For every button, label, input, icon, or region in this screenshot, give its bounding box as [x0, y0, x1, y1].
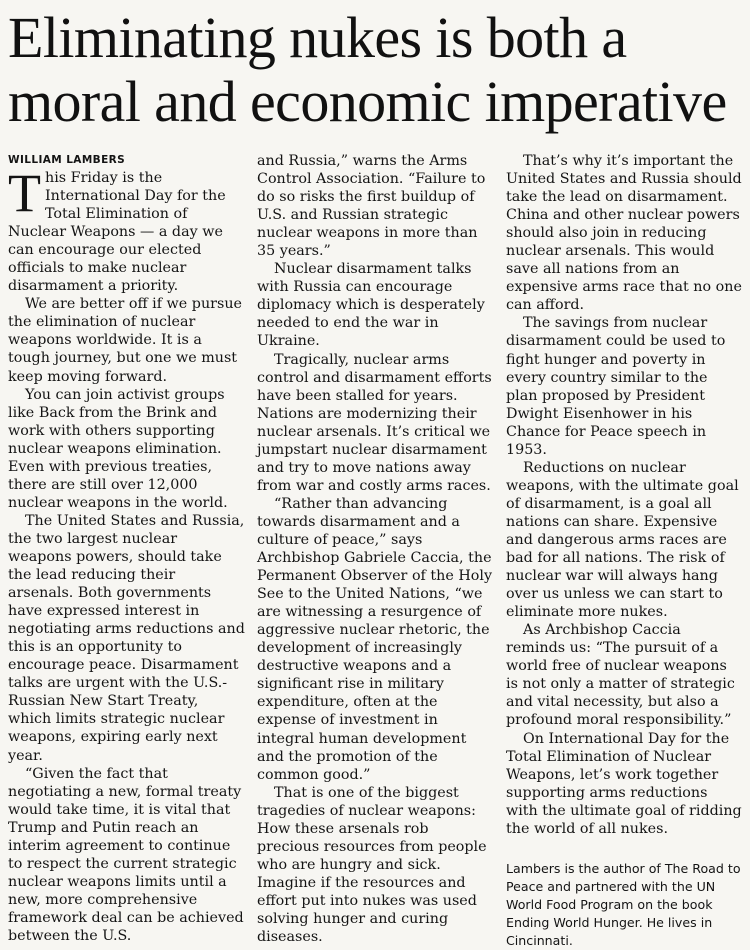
paragraph: Reductions on nuclear weapons, with the ultimate goal of disarmament, is a goal all nations can share. Expensive and dangerous arms races are bad for all nations. The risk of nuclear war will always hang over us unless we can start to eliminate more nukes. — [506, 459, 739, 621]
paragraph: You can join activist groups like Back from the Brink and work with others supporting nuclear weapons elimination. Even with previous treaties, there are still over 12,000 nuclear weapons in the world. — [8, 386, 228, 511]
paragraph: The United States and Russia, the two largest nuclear weapons powers, should take the lead reducing their arsenals. Both governments have expressed interest in negotiating arms reductions and this is an opportunity to encourage peace. Disarmament talks are urgent with the U.S.-Russian New Start Treaty, which limits strategic nuclear weapons, expiring early next year. — [8, 512, 245, 764]
paragraph: Tragically, nuclear arms control and disarmament efforts have been stalled for years. Nations are modernizing their nuclear arsenals. It’s critical we jumpstart nuclear disarmament and try to move nations away from war and costly arms races. — [257, 351, 492, 494]
column-3 — [506, 152, 742, 950]
column-2 — [257, 152, 495, 946]
drop-cap: T — [8, 163, 41, 223]
paragraph: That is one of the biggest tragedies of nuclear weapons: How these arsenals rob precious resources from people who are hungry and sick. Imagine if the resources and effort put into nukes was used solving hunger and curing diseases. — [257, 784, 487, 946]
paragraph: The savings from nuclear disarmament could be used to fight hunger and poverty in every country similar to the plan proposed by President Dwight Eisenhower in his Chance for Peace speech in 1953. — [506, 315, 726, 458]
lead-paragraph — [8, 163, 245, 295]
author-bio: Lambers is the author of The Road to Peace and partnered with the UN World Food Program on the book Ending World Hunger. He lives in Cincinnati. — [506, 860, 741, 948]
paragraph: As Archbishop Caccia reminds us: “The pursuit of a world free of nuclear weapons is not only a matter of strategic and vital necessity, but also a profound moral responsibility.” — [506, 622, 735, 729]
paragraph: That’s why it’s important the United States and Russia should take the lead on disarmament. China and other nuclear powers should also join in reducing nuclear arsenals. This would save all nations from an expensive arms race that no one can afford. — [506, 153, 742, 314]
column-1 — [8, 152, 245, 945]
paragraph: On International Day for the Total Elimination of Nuclear Weapons, let’s work together supporting arms reductions with the ultimate goal of ridding the world of all nukes. — [506, 730, 742, 837]
paragraph: “Given the fact that negotiating a new, formal treaty would take time, it is vital that Trump and Putin reach an interim agreement to continue to respect the current strategic nuclear weapons limits until a new, more comprehensive framework deal can be achieved between the U.S. — [8, 765, 244, 944]
headline: Eliminating nukes is both a moral and economic imperative — [8, 5, 727, 134]
paragraph-continuation: and Russia,” warns the Arms Control Association. “Failure to do so risks the first buildup of U.S. and Russian strategic nuclear weapons in more than 35 years.” — [257, 153, 486, 260]
paragraph: “Rather than advancing towards disarmament and a culture of peace,” says Archbishop Gabriele Caccia, the Permanent Observer of the Holy See to the United Nations, “we are witnessing a resurgence of aggressive nuclear rhetoric, the development of increasingly destructive weapons and a significant rise in military expenditure, often at the expense of investment in integral human development and the promotion of the common good.” — [257, 495, 493, 783]
paragraph: Nuclear disarmament talks with Russia can encourage diplomacy which is desperately needed to end the war in Ukraine. — [257, 261, 485, 350]
byline: WILLIAM LAMBERS — [8, 154, 126, 166]
paragraph: We are better off if we pursue the elimination of nuclear weapons worldwide. It is a tough journey, but one we must keep moving forward. — [8, 296, 243, 385]
lead-paragraph-text: his Friday is the International Day for the Total Elimination of Nuclear Weapons — a day we can encourage our elected officials to make nuclear disarmament a priority. — [8, 170, 226, 295]
